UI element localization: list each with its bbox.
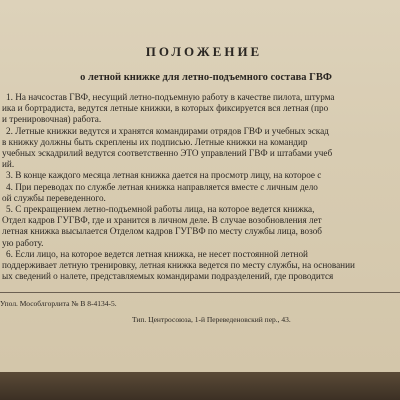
paragraph-line: 1. На начсостав ГВФ, несущий летно-подъемную работу в качестве пилота, штурма [6,92,335,102]
footer [0,299,400,339]
paragraph-line: и тренировочная) работа. [2,114,102,125]
paragraph-line: 4. При переводах по службе летная книжка направляется вместе с личным дело [6,181,318,192]
document-subtitle: о летной книжке для летно-подъемного состава ГВФ [80,72,332,83]
paragraph-line: ых сведений о налете, представляемых командирами подразделений, где проводится [2,271,334,282]
background-surface [0,372,400,400]
paragraph-line: летная книжка высылается Отделом кадров ГУГВФ по месту службы лица, возоб [2,226,322,237]
paragraph-line: 3. В конце каждого месяца летная книжка дается на просмотр лицу, на которое с [6,170,322,181]
paragraph-list [0,92,400,282]
paragraph-1 [0,92,400,126]
censor-permit: Упол. Мособлгорлита № В 8-4134-5. [0,299,117,309]
paragraph-line: 2. Летные книжки ведутся и хранятся командирами отрядов ГВФ и учебных эскад [6,125,329,136]
paragraph-line: Отдел кадров ГУГВФ, где и хранится в личном деле. В случае возобновления лет [2,215,322,226]
paragraph-line: ую работу. [2,237,44,248]
paragraph-2 [0,126,400,171]
paragraph-line: поддерживает летную тренировку, летная книжка ведется по месту службы, на основании [2,260,355,271]
paragraph-line: ика и бортрадиста, ведутся летные книжки, в которых фиксируется вся летная (про [2,103,329,114]
paragraph-line: 5. С прекращением летно-подъемной работы лица, на которое ведется книжка, [6,204,315,215]
paragraph-4 [0,182,400,204]
printer-info: Тип. Центросоюза, 1-й Переведеновский пер., 43. [132,315,291,325]
paragraph-5 [0,204,400,249]
paragraph-line: в книжку должны быть скреплены их подписью. Летные книжки на командир [2,136,308,147]
footer-divider [0,292,400,293]
paragraph-line: ий. [2,159,15,170]
paragraph-3 [0,170,400,181]
paragraph-line: 6. Если лицо, на которое ведется летная книжка, не несет постоянной летной [6,248,308,259]
document-title: ПОЛОЖЕНИЕ [145,44,263,59]
paragraph-line: ой службы переведенного. [2,192,106,203]
paragraph-line: учебных эскадрилий ведутся соответственно ЭТО управлений ГВФ и штабами учеб [2,148,333,159]
paragraph-6 [0,249,400,283]
